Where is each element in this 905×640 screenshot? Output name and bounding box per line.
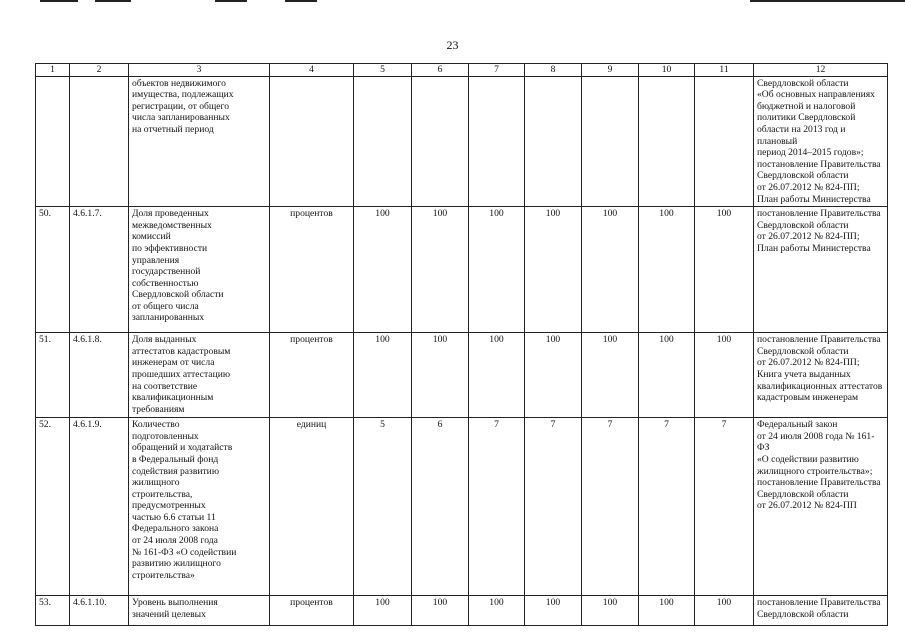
- unit-cell: процентов: [270, 596, 354, 626]
- source-line: «О содействии развитию: [757, 453, 859, 465]
- unit-cell: процентов: [270, 207, 354, 333]
- indicator-name-line: управления: [132, 254, 180, 266]
- unit-cell: процентов: [270, 333, 354, 418]
- value-cell: 100: [412, 207, 469, 333]
- source-line: постановление Правительства: [757, 334, 881, 346]
- value-cell: [469, 76, 525, 207]
- indicator-name-line: числа запланированных: [132, 112, 230, 124]
- value-cell: 7: [525, 418, 582, 596]
- indicator-name-line: Доля выданных: [132, 334, 197, 346]
- indicator-name-cell: [129, 418, 270, 596]
- row-code-cell: [70, 76, 129, 207]
- value-cell: 7: [639, 418, 695, 596]
- indicator-name-line: государственной: [132, 266, 201, 278]
- value-cell: 100: [582, 333, 639, 418]
- source-cell: [754, 333, 888, 418]
- value-cell: [695, 76, 754, 207]
- table-header-row: [36, 64, 888, 77]
- value-cell: 100: [695, 207, 754, 333]
- header-cell: 12: [754, 64, 888, 77]
- value-cell: 100: [639, 333, 695, 418]
- indicator-name-cell: [129, 76, 270, 207]
- value-cell: 100: [412, 596, 469, 626]
- row-code-cell: 4.6.1.10.: [70, 596, 129, 626]
- indicator-name-line: межведомственных: [132, 219, 212, 231]
- row-number-cell: 52.: [36, 418, 70, 596]
- table-row: [36, 596, 888, 626]
- row-number-cell: 53.: [36, 596, 70, 626]
- indicator-name-line: Количество: [132, 419, 180, 431]
- indicator-name-line: от общего числа: [132, 300, 199, 312]
- header-cell: 7: [469, 64, 525, 77]
- source-cell: [754, 207, 888, 333]
- indicator-name-line: № 161-ФЗ «О содействии: [132, 546, 237, 558]
- indicator-name-line: требованиям: [132, 403, 185, 415]
- indicator-name-line: квалификационным: [132, 392, 214, 404]
- source-cell: [754, 76, 888, 207]
- value-cell: 6: [412, 418, 469, 596]
- indicator-name-line: по эффективности: [132, 242, 208, 254]
- source-line: Свердловской области: [757, 488, 849, 500]
- source-line: План работы Министерства: [757, 193, 871, 205]
- value-cell: 100: [525, 333, 582, 418]
- value-cell: [525, 76, 582, 207]
- value-cell: 5: [354, 418, 412, 596]
- source-line: Свердловской области: [757, 170, 849, 182]
- source-line: постановление Правительства: [757, 597, 881, 609]
- value-cell: 100: [582, 596, 639, 626]
- unit-cell: [270, 76, 354, 207]
- source-line: от 26.07.2012 № 824-ПП;: [757, 181, 860, 193]
- value-cell: 100: [695, 333, 754, 418]
- indicator-name-line: строительства,: [132, 488, 193, 500]
- source-line: политики Свердловской: [757, 112, 856, 124]
- header-cell: 4: [270, 64, 354, 77]
- value-cell: [354, 76, 412, 207]
- indicator-name-line: прошедших аттестацию: [132, 368, 230, 380]
- indicator-name-line: развитию жилищного: [132, 558, 221, 570]
- indicator-name-line: на отчетный период: [132, 123, 214, 135]
- indicator-name-line: содействия развитию: [132, 465, 219, 477]
- value-cell: 7: [695, 418, 754, 596]
- row-code-cell: 4.6.1.8.: [70, 333, 129, 418]
- top-rule-4: [285, 0, 317, 2]
- table-row: [36, 76, 888, 207]
- page-number: 23: [446, 38, 459, 52]
- value-cell: 100: [469, 596, 525, 626]
- source-line: постановление Правительства: [757, 208, 881, 220]
- row-number-cell: 50.: [36, 207, 70, 333]
- source-line: жилищного строительства»;: [757, 465, 873, 477]
- value-cell: [582, 76, 639, 207]
- value-cell: 7: [582, 418, 639, 596]
- indicator-name-cell: [129, 333, 270, 418]
- indicator-name-cell: [129, 596, 270, 626]
- indicator-name-line: от 24 июля 2008 года: [132, 535, 218, 547]
- indicators-table: [35, 63, 888, 626]
- indicator-name-line: аттестатов кадастровым: [132, 345, 231, 357]
- value-cell: 7: [469, 418, 525, 596]
- indicator-name-line: регистрации, от общего: [132, 100, 230, 112]
- indicator-name-line: обращений и ходатайств: [132, 442, 233, 454]
- indicator-name-line: Федерального закона: [132, 523, 219, 535]
- source-cell: [754, 596, 888, 626]
- top-rule-3: [215, 0, 247, 2]
- source-line: кадастровым инженерам: [757, 392, 859, 404]
- value-cell: 100: [639, 596, 695, 626]
- indicator-name-line: частью 6.6 статьи 11: [132, 511, 216, 523]
- top-rule-5: [750, 0, 905, 2]
- value-cell: 100: [695, 596, 754, 626]
- header-cell: 1: [36, 64, 70, 77]
- row-code-cell: 4.6.1.9.: [70, 418, 129, 596]
- top-rule-1: [40, 0, 78, 2]
- value-cell: 100: [354, 596, 412, 626]
- value-cell: 100: [354, 333, 412, 418]
- indicator-name-cell: [129, 207, 270, 333]
- source-line: от 26.07.2012 № 824-ПП;: [757, 357, 860, 369]
- value-cell: 100: [412, 333, 469, 418]
- indicator-name-line: предусмотренных: [132, 500, 206, 512]
- source-line: постановление Правительства: [757, 477, 881, 489]
- source-line: «Об основных направлениях: [757, 89, 875, 101]
- indicator-name-line: Свердловской области: [132, 289, 224, 301]
- value-cell: 100: [469, 207, 525, 333]
- source-line: Свердловской области: [757, 77, 849, 89]
- row-number-cell: 51.: [36, 333, 70, 418]
- source-line: от 24 июля 2008 года № 161-ФЗ: [757, 430, 875, 454]
- value-cell: 100: [525, 596, 582, 626]
- value-cell: [412, 76, 469, 207]
- value-cell: 100: [582, 207, 639, 333]
- source-line: План работы Министерства: [757, 242, 871, 254]
- indicator-name-line: на соответствие: [132, 380, 198, 392]
- indicator-name-line: Доля проведенных: [132, 208, 209, 220]
- header-cell: 11: [695, 64, 754, 77]
- source-line: Свердловской области: [757, 219, 849, 231]
- value-cell: [639, 76, 695, 207]
- header-cell: 8: [525, 64, 582, 77]
- source-line: постановление Правительства: [757, 158, 881, 170]
- indicator-name-line: запланированных: [132, 312, 205, 324]
- indicator-name-line: в Федеральный фонд: [132, 453, 219, 465]
- source-line: от 26.07.2012 № 824-ПП;: [757, 231, 860, 243]
- source-line: от 26.07.2012 № 824-ПП: [757, 500, 857, 512]
- header-cell: 5: [354, 64, 412, 77]
- indicator-name-line: собственностью: [132, 277, 199, 289]
- indicator-name-line: комиссий: [132, 231, 171, 243]
- indicator-name-line: Уровень выполнения: [132, 597, 218, 609]
- header-cell: 6: [412, 64, 469, 77]
- table-row: [36, 333, 888, 418]
- source-line: бюджетной и налоговой: [757, 100, 856, 112]
- table-row: [36, 418, 888, 596]
- value-cell: 100: [525, 207, 582, 333]
- row-number-cell: [36, 76, 70, 207]
- unit-cell: единиц: [270, 418, 354, 596]
- table-row: [36, 207, 888, 333]
- value-cell: 100: [469, 333, 525, 418]
- source-line: области на 2013 год и плановый: [757, 123, 846, 147]
- source-line: Свердловской области: [757, 608, 849, 620]
- row-code-cell: 4.6.1.7.: [70, 207, 129, 333]
- value-cell: 100: [354, 207, 412, 333]
- value-cell: 100: [639, 207, 695, 333]
- header-cell: 10: [639, 64, 695, 77]
- top-rule-2: [95, 0, 131, 2]
- source-line: Федеральный закон: [757, 419, 838, 431]
- source-line: квалификационных аттестатов: [757, 380, 883, 392]
- indicator-name-line: объектов недвижимого: [132, 77, 226, 89]
- indicator-name-line: инженерам от числа: [132, 357, 215, 369]
- header-cell: 9: [582, 64, 639, 77]
- indicator-name-line: жилищного: [132, 477, 180, 489]
- source-cell: [754, 418, 888, 596]
- indicator-name-line: имущества, подлежащих: [132, 89, 234, 101]
- source-line: период 2014–2015 годов»;: [757, 147, 864, 159]
- indicator-name-line: подготовленных: [132, 430, 199, 442]
- header-cell: 2: [70, 64, 129, 77]
- indicator-name-line: значений целевых: [132, 608, 206, 620]
- source-line: Свердловской области: [757, 345, 849, 357]
- header-cell: 3: [129, 64, 270, 77]
- indicator-name-line: строительства»: [132, 569, 195, 581]
- source-line: Книга учета выданных: [757, 368, 851, 380]
